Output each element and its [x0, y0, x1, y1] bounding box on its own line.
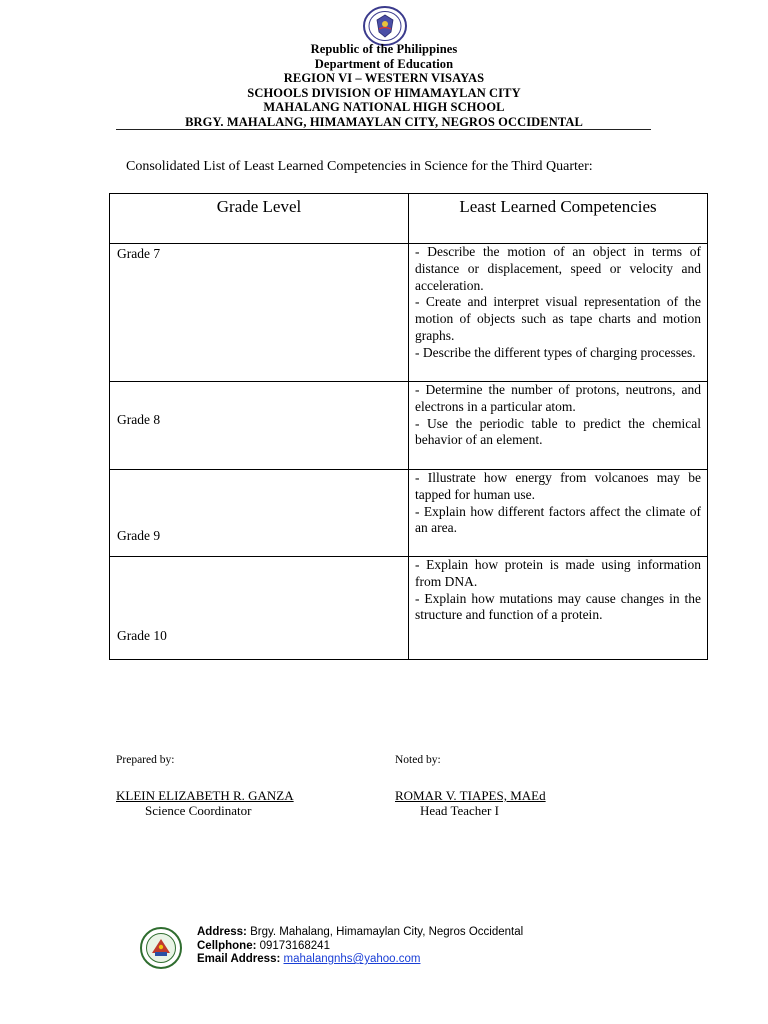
table-row: [110, 557, 708, 660]
letterhead-divider: [116, 129, 651, 130]
competencies-cell: [409, 244, 708, 382]
competency-item: - Explain how mutations may cause changes in the structure and function of a protein.: [415, 590, 701, 623]
competencies-cell: [409, 557, 708, 660]
intro-text: Consolidated List of Least Learned Competencies in Science for the Third Quarter:: [126, 159, 593, 174]
footer-address: [197, 926, 523, 940]
table-row: [110, 470, 708, 557]
address-value: Brgy. Mahalang, Himamaylan City, Negros Occidental: [250, 926, 524, 938]
address-label: Address:: [197, 926, 247, 938]
noted-by-label: Noted by:: [395, 754, 441, 766]
competency-item: - Create and interpret visual representation of the motion of objects such as tape charts and motion graphs.: [415, 294, 701, 343]
competencies-cell: [409, 470, 708, 557]
footer-cellphone: [197, 940, 523, 954]
competencies-cell: [409, 382, 708, 470]
letterhead-line: MAHALANG NATIONAL HIGH SCHOOL: [263, 100, 505, 114]
letterhead-line: SCHOOLS DIVISION OF HIMAMAYLAN CITY: [247, 85, 521, 100]
noted-by-name: ROMAR V. TIAPES, MAEd: [395, 788, 546, 803]
table-header-row: [110, 194, 708, 244]
cellphone-label: Cellphone:: [197, 939, 257, 952]
grade-level-header: Grade Level: [110, 194, 409, 244]
letterhead-line: REGION VI – WESTERN VISAYAS: [283, 71, 485, 85]
grade-cell: Grade 7: [110, 244, 409, 382]
competency-item: - Describe the motion of an object in terms of distance or displacement, speed or velocity and acceleration.: [415, 244, 701, 293]
email-link[interactable]: mahalangnhs@yahoo.com: [283, 953, 421, 965]
competencies-table: [109, 193, 708, 660]
letterhead-line: Republic of the Philippines: [310, 42, 458, 56]
grade-cell: Grade 9: [110, 470, 409, 557]
cellphone-value: 09173168241: [259, 939, 330, 952]
footer-contact: [197, 926, 523, 967]
competency-item: - Explain how different factors affect the climate of an area.: [415, 503, 701, 536]
prepared-by-title: Science Coordinator: [145, 803, 252, 818]
competencies-header: Least Learned Competencies: [409, 194, 708, 244]
competency-item: - Explain how protein is made using information from DNA.: [415, 557, 701, 589]
competency-item: - Use the periodic table to predict the chemical behavior of an element.: [415, 415, 701, 448]
prepared-by-label: Prepared by:: [116, 754, 175, 766]
grade-cell: Grade 10: [110, 557, 409, 660]
deped-seal-icon: [362, 6, 408, 46]
letterhead: [0, 42, 768, 129]
table-row: [110, 382, 708, 470]
prepared-by-name: KLEIN ELIZABETH R. GANZA: [116, 788, 294, 803]
letterhead-line: BRGY. MAHALANG, HIMAMAYLAN CITY, NEGROS OCCIDENTAL: [185, 114, 583, 129]
letterhead-line: Department of Education: [314, 56, 454, 71]
school-seal-icon: [138, 927, 184, 969]
competency-item: - Illustrate how energy from volcanoes may be tapped for human use.: [415, 470, 701, 502]
competency-item: - Describe the different types of charging processes.: [415, 344, 696, 360]
competency-item: - Determine the number of protons, neutrons, and electrons in a particular atom.: [415, 382, 701, 414]
noted-by-title: Head Teacher I: [420, 803, 499, 818]
email-label: Email Address:: [197, 953, 281, 965]
table-row: [110, 244, 708, 382]
grade-cell: Grade 8: [110, 382, 409, 470]
footer-email: [197, 953, 523, 967]
